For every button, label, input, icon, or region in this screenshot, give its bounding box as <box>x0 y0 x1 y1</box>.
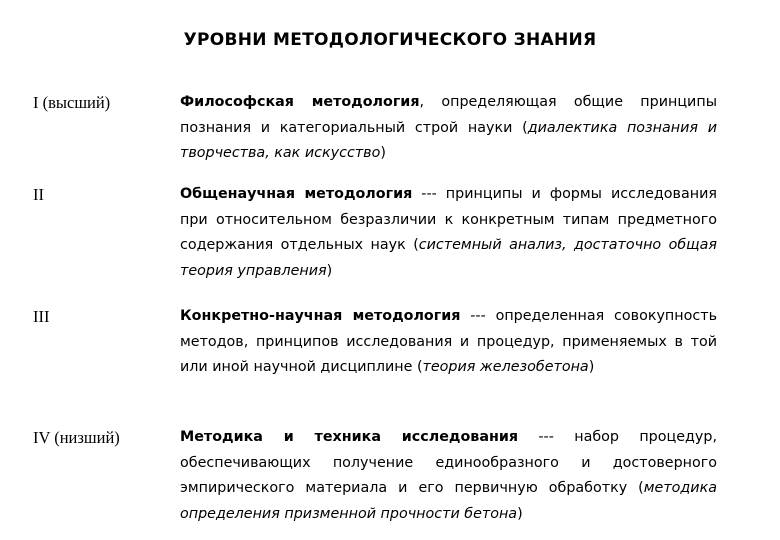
level-separator: , <box>419 94 442 110</box>
level-description <box>180 182 717 284</box>
level-term: Общенаучная методология <box>180 186 413 202</box>
level-term: Философская методология <box>180 94 420 110</box>
level-example: методика определения призменной прочности бетона <box>180 480 717 522</box>
level-close-paren: ) <box>326 262 333 279</box>
page-title: УРОВНИ МЕТОДОЛОГИЧЕСКОГО ЗНАНИЯ <box>183 30 597 50</box>
level-text: набор процедур, обеспечивающих получение единообразного и достоверного эмпирического материала и его первичную обработку ( <box>180 429 717 496</box>
level-separator: --- <box>460 308 496 324</box>
level-text: определенная совокупность методов, принципов исследования и процедур, применяемых в той или иной научной дисциплине ( <box>180 308 717 375</box>
level-label: I (высший) <box>33 93 111 112</box>
level-example: системный анализ, достаточно общая теория управления <box>180 237 717 279</box>
level-term: Методика и техника исследования <box>180 429 519 445</box>
level-description <box>180 425 717 527</box>
level-description <box>180 304 717 381</box>
level-label: III <box>33 307 50 326</box>
level-example: диалектика познания и творчества, как искусство <box>180 119 717 161</box>
level-text: принципы и формы исследования при относительном безразличии к конкретным типам предметного содержания отдельных наук ( <box>180 186 717 253</box>
level-close-paren: ) <box>517 505 523 522</box>
level-label: IV (низший) <box>33 428 120 447</box>
level-separator: --- <box>518 429 575 445</box>
level-example: теория железобетона <box>422 359 589 375</box>
level-close-paren: ) <box>588 359 595 375</box>
level-description <box>180 90 717 167</box>
level-term: Конкретно-научная методология <box>180 308 461 324</box>
level-text: определяющая общие принципы познания и категориальный строй науки ( <box>180 94 717 136</box>
level-close-paren: ) <box>380 145 386 161</box>
level-label: II <box>33 185 44 204</box>
level-separator: --- <box>412 186 446 202</box>
